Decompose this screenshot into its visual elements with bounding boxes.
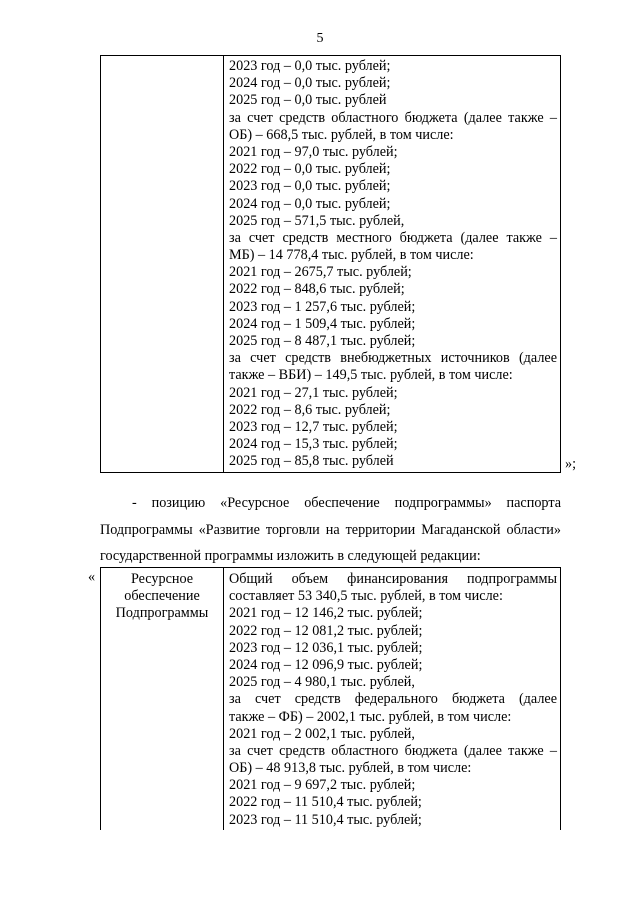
paragraph-line: Подпрограммы «Развитие торговли на территории Магаданской области» — [100, 521, 561, 538]
table-line: 2025 год – 8 487,1 тыс. рублей; — [229, 333, 416, 349]
table-left-cell — [101, 56, 224, 473]
table-line: 2023 год – 1 257,6 тыс. рублей; — [229, 298, 416, 315]
table-line: 2021 год – 2675,7 тыс. рублей; — [229, 264, 412, 281]
table-line: 2021 год – 97,0 тыс. рублей; — [229, 143, 398, 160]
table-line: 2023 год – 11 510,4 тыс. рублей; — [229, 811, 422, 828]
table-line: 2021 год – 2 002,1 тыс. рублей, — [229, 725, 415, 742]
table-line: 2025 год – 571,5 тыс. рублей, — [229, 212, 405, 229]
table-line: за счет средств областного бюджета (далее также – — [229, 109, 557, 126]
paragraph-line: - позицию «Ресурсное обеспечение подпрограммы» паспорта — [132, 495, 561, 511]
table-line: 2023 год – 0,0 тыс. рублей; — [229, 178, 391, 195]
table-line: 2024 год – 0,0 тыс. рублей; — [229, 75, 391, 92]
table-label-cell — [101, 568, 224, 830]
table-line: 2021 год – 12 146,2 тыс. рублей; — [229, 605, 423, 622]
table-line: 2025 год – 4 980,1 тыс. рублей, — [229, 674, 415, 691]
table-line: 2025 год – 0,0 тыс. рублей — [229, 92, 387, 109]
table-line: 2024 год – 0,0 тыс. рублей; — [229, 195, 391, 212]
table-line: 2022 год – 8,6 тыс. рублей; — [229, 401, 391, 418]
table-line: 2025 год – 85,8 тыс. рублей — [229, 453, 394, 470]
table-line: за счет средств областного бюджета (далее также – — [229, 742, 557, 759]
table-line: ОБ) – 48 913,8 тыс. рублей, в том числе: — [229, 760, 472, 777]
page-number: 5 — [316, 31, 324, 46]
table-right-cell — [224, 56, 561, 473]
table-line: 2023 год – 12,7 тыс. рублей; — [229, 418, 398, 435]
table-line: 2022 год – 11 510,4 тыс. рублей; — [229, 794, 422, 811]
table-line: за счет средств местного бюджета (далее также – — [229, 229, 557, 246]
paragraph-line: государственной программы изложить в следующей редакции: — [100, 548, 481, 564]
table-line: 2024 год – 15,3 тыс. рублей; — [229, 436, 398, 453]
table-line: за счет средств федерального бюджета (далее — [229, 691, 557, 708]
table-line: за счет средств внебюджетных источников (далее — [229, 350, 557, 367]
table-line: также – ВБИ) – 149,5 тыс. рублей, в том числе: — [229, 367, 513, 384]
label-line: обеспечение — [124, 588, 200, 604]
table-line: МБ) – 14 778,4 тыс. рублей, в том числе: — [229, 247, 474, 264]
table-line: ОБ) – 668,5 тыс. рублей, в том числе: — [229, 126, 454, 143]
table-line: 2023 год – 0,0 тыс. рублей; — [229, 58, 391, 74]
table-line: составляет 53 340,5 тыс. рублей, в том числе: — [229, 588, 503, 605]
amendment-paragraph — [100, 490, 561, 570]
table-line: 2021 год – 9 697,2 тыс. рублей; — [229, 777, 416, 794]
table-line: 2022 год – 0,0 тыс. рублей; — [229, 161, 391, 178]
table-line: 2021 год – 27,1 тыс. рублей; — [229, 384, 398, 401]
table-line: 2022 год – 12 081,2 тыс. рублей; — [229, 622, 423, 639]
table-line: 2022 год – 848,6 тыс. рублей; — [229, 281, 405, 298]
table-right-cell — [224, 568, 561, 830]
table-line: 2024 год – 1 509,4 тыс. рублей; — [229, 315, 416, 332]
budget-table-new — [100, 567, 561, 830]
table-line: 2024 год – 12 096,9 тыс. рублей; — [229, 656, 423, 673]
table-line: Общий объем финансирования подпрограммы — [229, 571, 557, 587]
label-line: Подпрограммы — [115, 605, 209, 621]
closing-quote: »; — [565, 456, 577, 472]
table-line: 2023 год – 12 036,1 тыс. рублей; — [229, 639, 423, 656]
label-line: Ресурсное — [130, 571, 194, 587]
budget-table-continued — [100, 55, 561, 473]
table-line: также – ФБ) – 2002,1 тыс. рублей, в том числе: — [229, 708, 512, 725]
opening-quote: « — [88, 569, 96, 585]
